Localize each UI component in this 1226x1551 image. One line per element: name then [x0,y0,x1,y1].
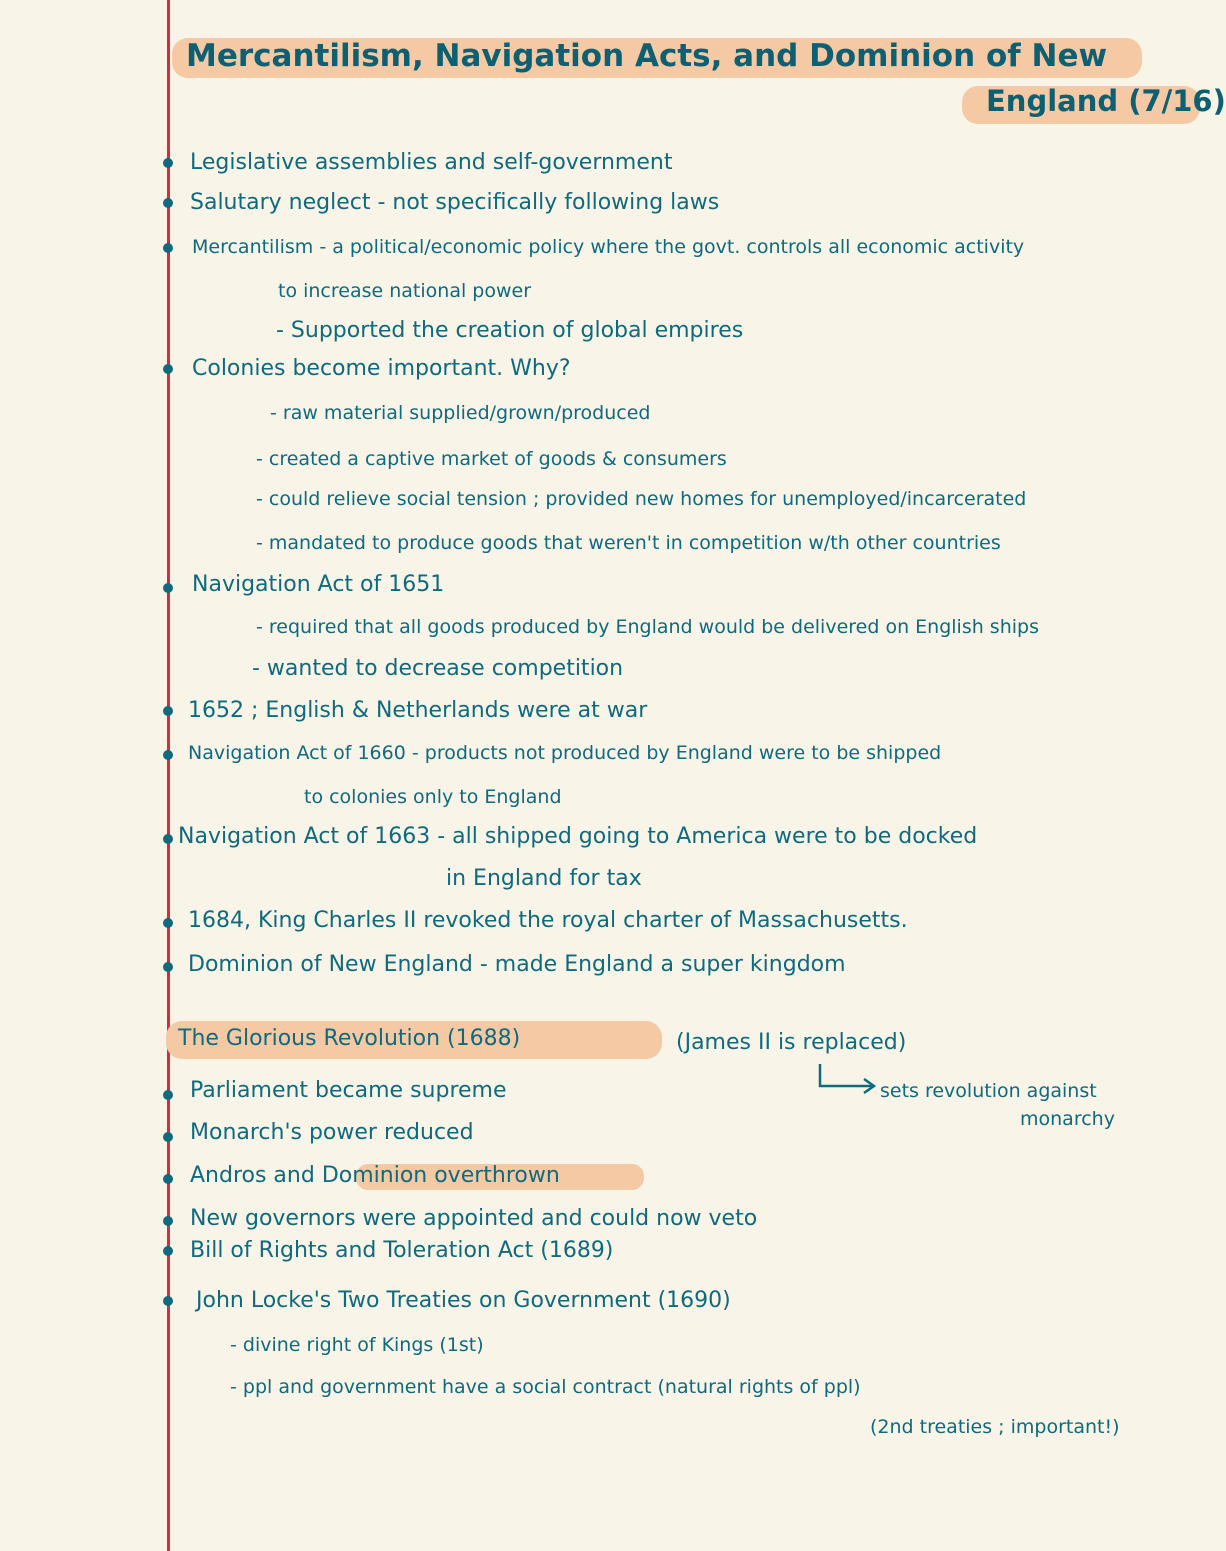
bullet [163,1174,173,1184]
bullet [163,1216,173,1226]
bullet [163,243,173,253]
bullet [163,750,173,760]
bullet [163,1132,173,1142]
note-line: - Supported the creation of global empires [276,318,744,343]
bullet [163,1246,173,1256]
note-line: Parliament became supreme [190,1078,507,1103]
note-line: Mercantilism - a political/economic policy where the govt. controls all economic activity [192,236,1025,258]
note-line: - created a captive market of goods & consumers [256,448,727,470]
note-line: Navigation Act of 1663 - all shipped going to America were to be docked [178,824,978,849]
note-line: - wanted to decrease competition [252,656,624,681]
aside-note: sets revolution against [880,1080,1097,1102]
note-line: - mandated to produce goods that weren't in competition w/th other countries [256,532,1001,554]
note-line: in England for tax [446,866,642,891]
note-line: to increase national power [278,280,532,302]
note-line: (2nd treaties ; important!) [870,1416,1120,1438]
arrow-icon [812,1060,882,1096]
note-line: Monarch's power reduced [190,1120,474,1145]
bullet [163,918,173,928]
note-line: Salutary neglect - not specifically following laws [190,190,720,215]
bullet [163,158,173,168]
note-line: Legislative assemblies and self-government [190,150,673,175]
bullet [163,1090,173,1100]
page-title-line2: England (7/16) [986,84,1226,118]
bullet [163,834,173,844]
note-line: New governors were appointed and could now veto [190,1206,758,1231]
bullet [163,364,173,374]
note-line: - divine right of Kings (1st) [230,1334,484,1356]
note-line: Dominion of New England - made England a super kingdom [188,952,846,977]
note-line: John Locke's Two Treaties on Government (1690) [196,1288,731,1313]
note-line: - could relieve social tension ; provided new homes for unemployed/incarcerated [256,488,1027,510]
note-line: to colonies only to England [304,786,562,808]
note-line: - raw material supplied/grown/produced [270,402,651,424]
bullet [163,1296,173,1306]
bullet [163,962,173,972]
margin-line [167,0,170,1551]
note-line: Bill of Rights and Toleration Act (1689) [190,1238,614,1263]
aside-note: monarchy [1020,1108,1115,1130]
aside-note: (James II is replaced) [676,1030,907,1055]
note-line: Colonies become important. Why? [192,356,571,381]
bullet [163,583,173,593]
note-line: - ppl and government have a social contract (natural rights of ppl) [230,1376,861,1398]
note-line: - required that all goods produced by England would be delivered on English ships [256,616,1039,638]
bullet [163,198,173,208]
bullet [163,706,173,716]
note-line: 1652 ; English & Netherlands were at war [188,698,648,723]
section-heading: The Glorious Revolution (1688) [178,1026,521,1051]
note-line: Navigation Act of 1660 - products not produced by England were to be shipped [188,742,942,764]
note-line: 1684, King Charles II revoked the royal charter of Massachusetts. [188,908,908,933]
page-title: Mercantilism, Navigation Acts, and Dominion of New [186,38,1108,74]
note-line: Andros and Dominion overthrown [190,1163,560,1188]
note-line: Navigation Act of 1651 [192,572,445,597]
